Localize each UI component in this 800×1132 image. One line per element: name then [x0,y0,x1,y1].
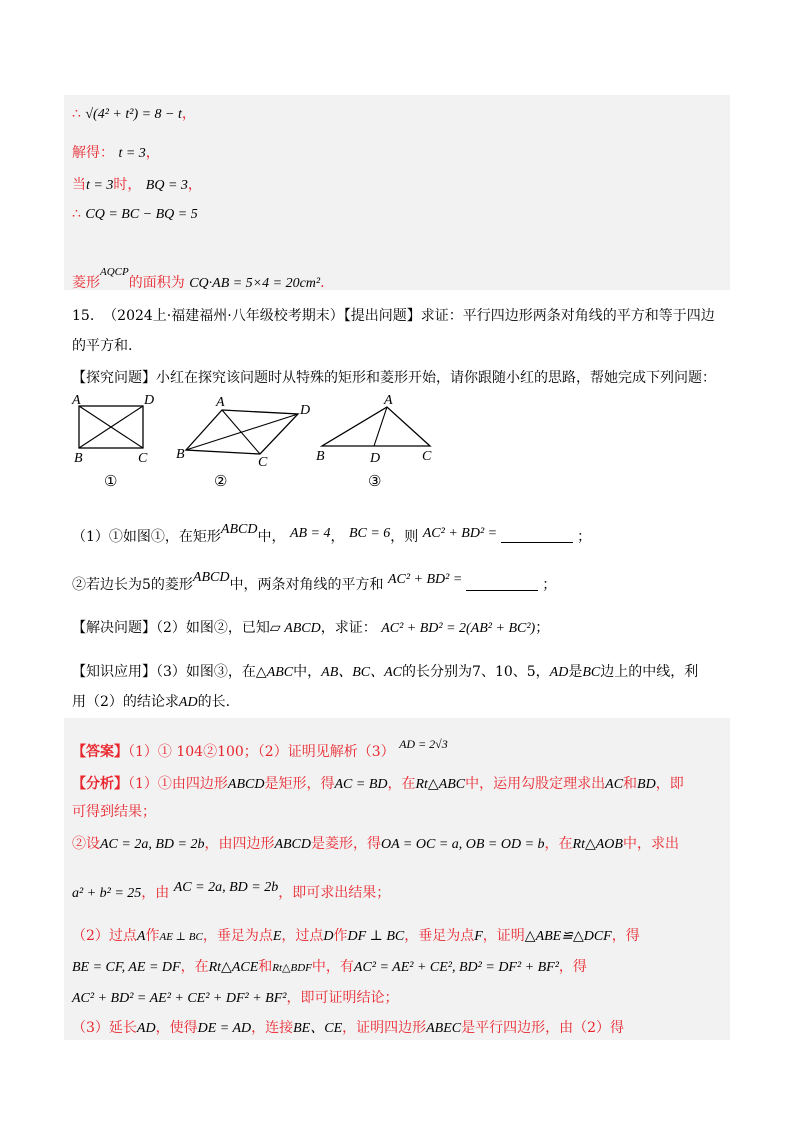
text: 用（2）的结论求 [72,694,179,710]
text: ； [535,620,550,636]
equation-t: t = 3 [86,178,114,193]
point-label-a: A [384,393,393,408]
math: △ABC [255,665,294,680]
text: （2）过点 [72,928,137,944]
math: ABCD [274,837,312,852]
math: Rt△ACE [208,960,259,975]
therefore-symbol: ∴ [72,206,81,222]
figure-rectangle [66,390,166,465]
text: ②设 [72,836,100,852]
point-label-b: B [74,451,83,465]
problem-statement-cont: 的平方和. [72,338,133,354]
math: BE、CE [293,1021,343,1036]
text: ，垂足为点 [404,928,475,944]
text: 作 [145,928,160,944]
shape-name: AQCP [100,266,129,278]
math: AC² + BD² = 2(AB² + BC²) [381,621,536,636]
text: 的长. [197,694,231,710]
text: ，在 [180,959,209,975]
math: AD [178,695,198,710]
text: ，得 [611,928,640,944]
math: AC² + BD² = [387,572,463,587]
explore-line [72,368,716,388]
question-3-cont [72,692,230,713]
point-label-a: A [72,393,81,408]
math: OA = OC = a, OB = OD = b [381,837,545,852]
equation-cq: CQ = BC − BQ = 5 [85,207,198,222]
math: AD [549,665,569,680]
text: ， [330,529,345,545]
point-label-c: C [258,455,268,467]
math: DE = AD [197,1021,252,1036]
answer-label: 【答案】 [72,744,128,760]
text: 可得到结果； [72,804,156,820]
text: 是矩形，得 [264,776,335,792]
problem-header [72,306,715,326]
prev-line-2 [72,143,160,164]
analysis-p1-cont [72,802,156,822]
punct: ， [181,106,196,122]
text: ，证明 [482,928,525,944]
punct: ， [187,177,202,193]
text: 的面积为 [128,275,185,291]
text: ，垂足为点 [202,928,273,944]
math: BD [637,777,656,792]
text: ，则 [390,529,419,545]
math: AC = 2a, BD = 2b [173,880,279,895]
text: （1）①由四边形 [128,776,228,792]
text: ； [542,577,557,593]
text: 作 [333,928,348,944]
text: ，在 [544,836,573,852]
text: 是平行四边形，由（2）得 [461,1020,625,1036]
figure-1-label: ① [104,472,118,490]
math: A [136,929,146,944]
point-label-c: C [138,451,148,465]
point-label-a: A [216,395,225,410]
prev-line-5 [72,262,325,294]
point-label-d: D [370,451,381,466]
math: ABEC [426,1021,462,1036]
prev-line-4 [72,204,198,225]
math: Rt△BDF [272,962,312,974]
equation-sqrt: √(4² + t²) = 8 − t [85,107,182,122]
text: 是菱形，得 [311,836,382,852]
analysis-p2-cont [72,878,390,904]
text: ，即 [655,776,684,792]
text: ； [577,529,592,545]
figure-2-label: ② [214,472,228,490]
text: ，连接 [251,1020,294,1036]
punct: . [320,275,325,291]
point-label-d: D [144,393,155,408]
explore-text: 【探究问题】小红在探究该问题时从特殊的矩形和菱形开始，请你跟随小红的思路，帮她完成下列问题： [72,370,716,386]
math: AC² + BD² = [422,526,498,541]
text: 【知识应用】（3）如图③，在 [72,664,256,680]
math: AB、BC、AC [321,665,403,680]
figure-3-label: ③ [368,472,382,490]
text: 时， [113,177,142,193]
answer-line [72,734,448,762]
problem-number: 15. [72,308,95,324]
analysis-p3 [72,926,640,947]
text: ②若边长为5的菱形 [72,577,193,593]
math: D [323,929,334,944]
point-label-b: B [316,449,325,464]
text: 和 [623,776,638,792]
text: 是 [568,664,583,680]
text: 的长分别为7、10、5， [402,664,550,680]
point-label-d: D [300,403,311,418]
text: ，得 [558,959,587,975]
math: DF ⊥ BC [347,929,405,944]
math: ABCD [192,570,230,585]
analysis-p1 [72,774,684,795]
figure-triangle [312,392,442,467]
answer-text: （1）① 104②100；（2）证明见解析（3） [128,744,395,760]
text: 当 [72,177,86,193]
math: AC = 2a, BD = 2b [100,837,205,852]
analysis-p2 [72,834,679,855]
math: Rt△AOB [572,837,623,852]
math: ABCD [227,777,265,792]
math: ABCD [220,522,258,537]
text: 中，两条对角线的平方和 [229,577,384,593]
math: AC² = AE² + CE², BD² = DF² + BF² [353,960,559,975]
math: a² + b² = 25 [72,886,142,901]
math: AD [136,1021,156,1036]
problem-header-cont [72,336,132,356]
math: BC = 6 [348,526,391,541]
math: △ABE≌△DCF [524,929,612,944]
answer-blank[interactable] [501,528,573,543]
text: ，过点 [281,928,324,944]
equation-bq: BQ = 3 [145,178,188,193]
text: 【解决问题】（2）如图②，已知 [72,620,270,636]
math: AE ⊥ BC [159,931,203,943]
question-3 [72,662,698,683]
math: AC = BD [334,777,388,792]
punct: ， [145,145,160,161]
equation-t: t = 3 [118,146,146,161]
text: ，由四边形 [204,836,275,852]
analysis-label: 【分析】 [72,776,128,792]
text: 中， [293,664,322,680]
text: ，求证： [320,620,377,636]
answer-math: AD = 2√3 [399,737,448,751]
text: 中，求出 [622,836,679,852]
answer-blank[interactable] [466,576,538,591]
solve-label: 解得： [72,145,114,161]
question-2 [72,618,549,639]
text: ，使得 [155,1020,198,1036]
text: 中，运用勾股定理求出 [465,776,606,792]
point-label-c: C [422,449,432,464]
math: E [272,929,282,944]
analysis-p3-l3 [72,988,398,1009]
text: ，即可证明结论； [286,990,399,1006]
math: AC [605,777,624,792]
problem-statement: （2024上·福建福州·八年级校考期末）【提出问题】求证：平行四边形两条对角线的平方和等于四边 [103,308,715,324]
math: Rt△ABC [415,777,466,792]
analysis-p3-l2 [72,957,587,978]
analysis-p4 [72,1018,624,1039]
question-1a [72,520,591,547]
text: （3）延长 [72,1020,137,1036]
text: （1）①如图①，在矩形 [72,529,221,545]
math: AB = 4 [289,526,331,541]
text: ，证明四边形 [342,1020,427,1036]
prev-line-1 [72,104,196,125]
point-label-b: B [176,447,185,462]
math: AC² + BD² = AE² + CE² + DF² + BF² [72,991,287,1006]
therefore-symbol: ∴ [72,106,81,122]
math: F [474,929,483,944]
math: BC [582,665,601,680]
text: 菱形 [72,275,100,291]
equation-area: CQ·AB = 5×4 = 20cm² [189,276,321,291]
text: ，由 [141,885,170,901]
text: ，即可求出结果； [278,885,391,901]
math: ▱ ABCD [269,621,321,636]
math: BE = CF, AE = DF [72,960,181,975]
text: 和 [258,959,273,975]
prev-line-3 [72,175,202,196]
text: 中，有 [311,959,354,975]
question-1b [72,568,556,595]
text: ，在 [387,776,416,792]
text: 边上的中线，利 [600,664,699,680]
text: 中， [257,529,286,545]
